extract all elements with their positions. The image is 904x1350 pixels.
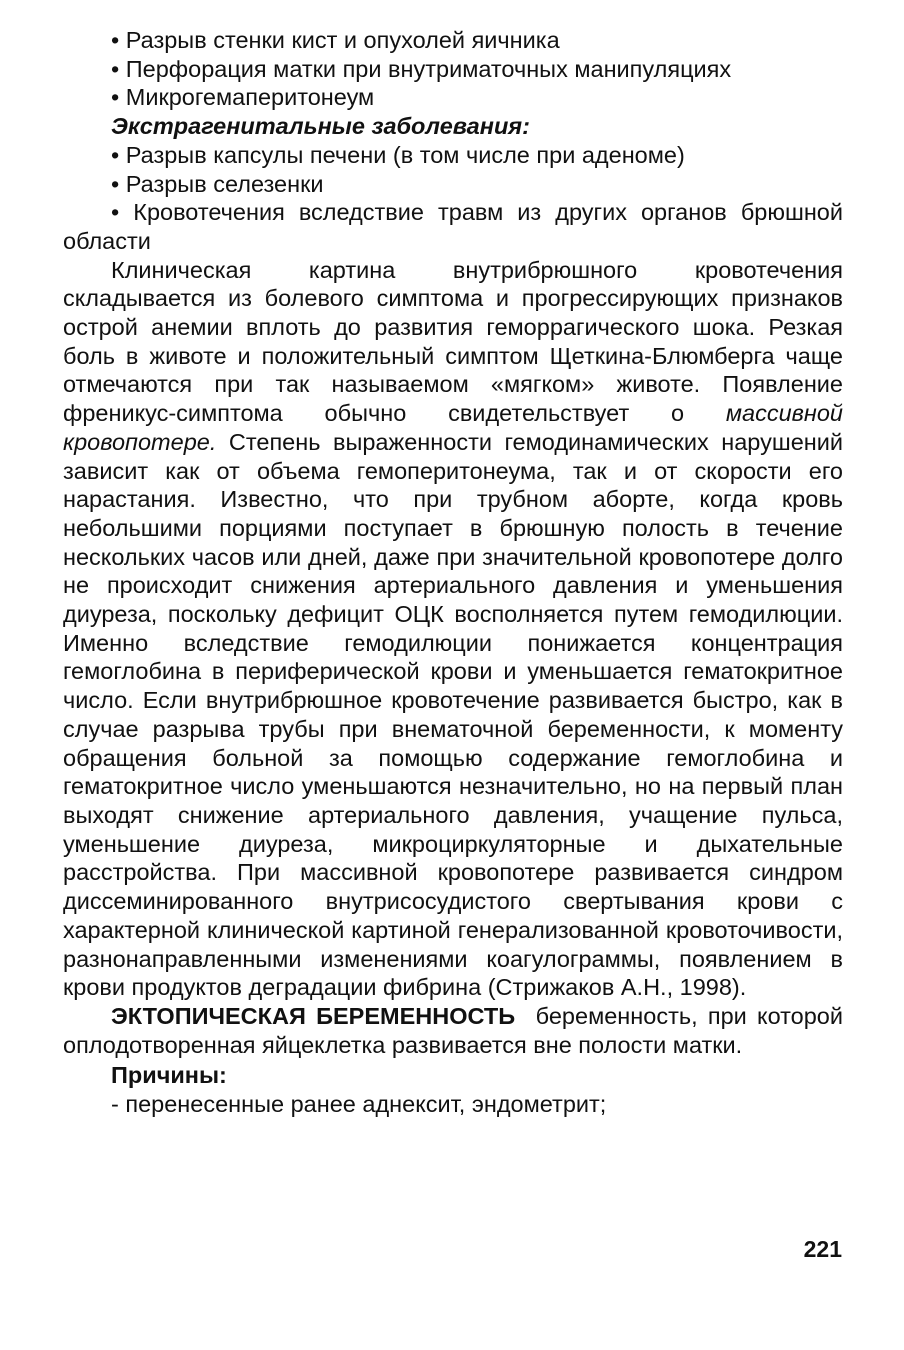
causes-heading: Причины: — [111, 1062, 227, 1089]
list-item-uterine-perforation: • Перфорация матки при внутриматочных манипуляциях — [111, 55, 732, 82]
page-body — [63, 26, 850, 1119]
list-item-cause-adnexitis: - перенесенные ранее аднексит, эндометрит; — [111, 1091, 607, 1118]
ectopic-pregnancy-text: беременность, при которой оплодотворенная яйцеклетка развивается вне полости матки. — [63, 1002, 850, 1058]
list-item-spleen-rupture: • Разрыв селезенки — [111, 170, 324, 197]
ectopic-pregnancy-term: ЭКТОПИЧЕСКАЯ БЕРЕМЕННОСТЬ — [111, 1002, 516, 1029]
clinical-text-part-1: Клиническая картина внутрибрюшного кровотечения складывается из болевого симптома и прогрессирующих признаков острой анемии вплоть до развития геморрагического шока. Резкая боль в животе и положительный симптом Щеткина-Блюмберга чаще отмечаются при так называемом «мягком» животе. Появление френикус-симптома обычно свидетельствует о — [63, 256, 843, 427]
list-item-liver-capsule-rupture: • Разрыв капсулы печени (в том числе при аденоме) — [111, 141, 685, 168]
clinical-text-part-2: Степень выраженности гемодинамических нарушений зависит как от объема гемоперитонеума, так и от скорости его нарастания. Известно, что при трубном аборте, когда кровь небольшими порциями поступает в брюшную полость в течение нескольких часов или дней, даже при значительной кровопотере долго не происходит снижения артериального давления и уменьшения диуреза, поскольку дефицит ОЦК восполняется путем гемодилюции. Именно вследствие гемодилюции понижается концентрация гемоглобина в периферической крови и уменьшается гематокритное число. Если внутрибрюшное кровотечение развивается быстро, как в случае разрыва трубы при внематочной беременности, к моменту обращения больной за помощью содержание гемоглобина и гематокритное число уменьшаются незначительно, но на первый план выходят снижение артериального давления, учащение пульса, уменьшение диуреза, микроциркуляторные и дыхательные расстройства. При массивной кровопотере развивается синдром диссеминированного внутрисосудистого свертывания крови с характерной клинической картиной генерализованной кровоточивости, разнонаправленными изменениями коагулограммы, появлением в крови продуктов деградации фибрина (Стрижаков А.Н., 1998). — [63, 428, 843, 1001]
list-item-microhemoperitoneum: • Микрогемаперитонеум — [111, 84, 375, 111]
list-item-trauma-bleeding: • Кровотечения вследствие травм из других органов брюшной области — [63, 199, 843, 254]
page-number: 221 — [803, 1236, 842, 1262]
list-item-cyst-rupture: • Разрыв стенки кист и опухолей яичника — [111, 27, 560, 53]
ectopic-pregnancy-definition — [63, 1002, 850, 1059]
extragenital-heading: Экстрагенитальные заболевания: — [111, 113, 530, 140]
clinical-picture-paragraph — [63, 256, 843, 1002]
clinical-text-italic: массивной кровопотере. — [63, 400, 843, 455]
